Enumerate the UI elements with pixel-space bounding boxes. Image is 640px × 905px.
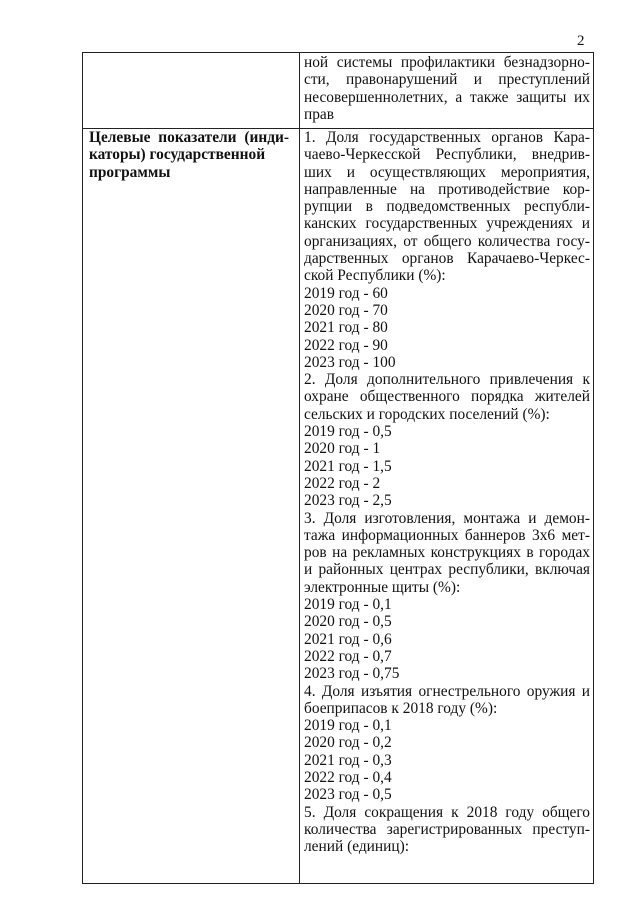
text-line: 2023 год - 2,5 [304, 492, 392, 510]
text-line: канских государственных учреждениях и [304, 215, 590, 233]
text-line: количества зарегистрированных преступ- [304, 820, 590, 838]
text-line: 2020 год - 1 [304, 440, 381, 458]
text-line: 2019 год - 60 [304, 284, 388, 302]
text-line: боеприпасов к 2018 году (%): [304, 699, 498, 717]
text-line: 3. Доля изготовления, монтажа и демон- [304, 509, 590, 527]
text-line: 2020 год - 0,5 [304, 613, 392, 631]
text-line: 2021 год - 0,3 [304, 751, 392, 769]
text-line: направленные на противодействие кор- [304, 180, 590, 198]
row-2-label-cell [89, 129, 289, 181]
text-line: 2019 год - 0,5 [304, 423, 392, 441]
page-number: 2 [577, 33, 585, 49]
table-row-target-indicators [83, 128, 593, 883]
text-line: ной системы профилактики безнадзорно- [304, 54, 590, 71]
text-line: Целевые показатели (инди- [89, 129, 289, 146]
text-line: 2023 год - 100 [304, 353, 396, 371]
text-line: 2022 год - 0,7 [304, 647, 392, 665]
text-line: сельских и городских поселений (%): [304, 405, 550, 423]
row-2-content-cell [304, 129, 590, 855]
text-line: 2021 год - 80 [304, 319, 388, 337]
text-line: 2. Доля дополнительного привлечения к [304, 371, 590, 389]
text-line: несовершеннолетних, а также защиты их [304, 88, 590, 106]
text-line: электронные щиты (%): [304, 578, 461, 596]
table-row-continuation [83, 53, 593, 129]
text-line: 2019 год - 0,1 [304, 596, 392, 614]
text-line: дарственных органов Карачаево-Черкес- [304, 250, 590, 268]
text-line: 5. Доля сокращения к 2018 году общего [304, 803, 590, 821]
text-line: прав [304, 105, 335, 123]
text-line: 2019 год - 0,1 [304, 717, 392, 735]
text-line: ской Республики (%): [304, 267, 446, 285]
text-line: и районных центрах республики, включая [304, 561, 590, 579]
text-line: 2023 год - 0,75 [304, 665, 400, 683]
text-line: 2020 год - 70 [304, 301, 388, 319]
row-1-content-cell [304, 54, 590, 123]
text-line: ших и осуществляющих мероприятия, [304, 163, 590, 181]
text-line: 2021 год - 1,5 [304, 457, 392, 475]
text-line: организациях, от общего количества госу- [304, 232, 590, 250]
text-line: программы [89, 163, 171, 181]
text-line: сти, правонарушений и преступлений [304, 71, 590, 89]
text-line: 2022 год - 2 [304, 474, 381, 492]
text-line: 2022 год - 90 [304, 336, 388, 354]
text-line: 1. Доля государственных органов Кара- [304, 129, 590, 146]
text-line: ров на рекламных конструкциях в городах [304, 544, 590, 562]
text-line: рупции в подведомственных республи- [304, 198, 590, 216]
text-line: 2023 год - 0,5 [304, 786, 392, 804]
text-line: каторы) государственной [89, 146, 266, 164]
text-line: охране общественного порядка жителей [304, 388, 590, 406]
text-line: 2020 год - 0,2 [304, 734, 392, 752]
text-line: тажа информационных баннеров 3х6 мет- [304, 526, 590, 544]
text-line: 2021 год - 0,6 [304, 630, 392, 648]
text-line: чаево-Черкесской Республики, внедрив- [304, 146, 590, 164]
text-line: лений (единиц): [304, 838, 409, 856]
program-passport-table [82, 52, 594, 884]
text-line: 2022 год - 0,4 [304, 768, 392, 786]
text-line: 4. Доля изъятия огнестрельного оружия и [304, 682, 590, 700]
